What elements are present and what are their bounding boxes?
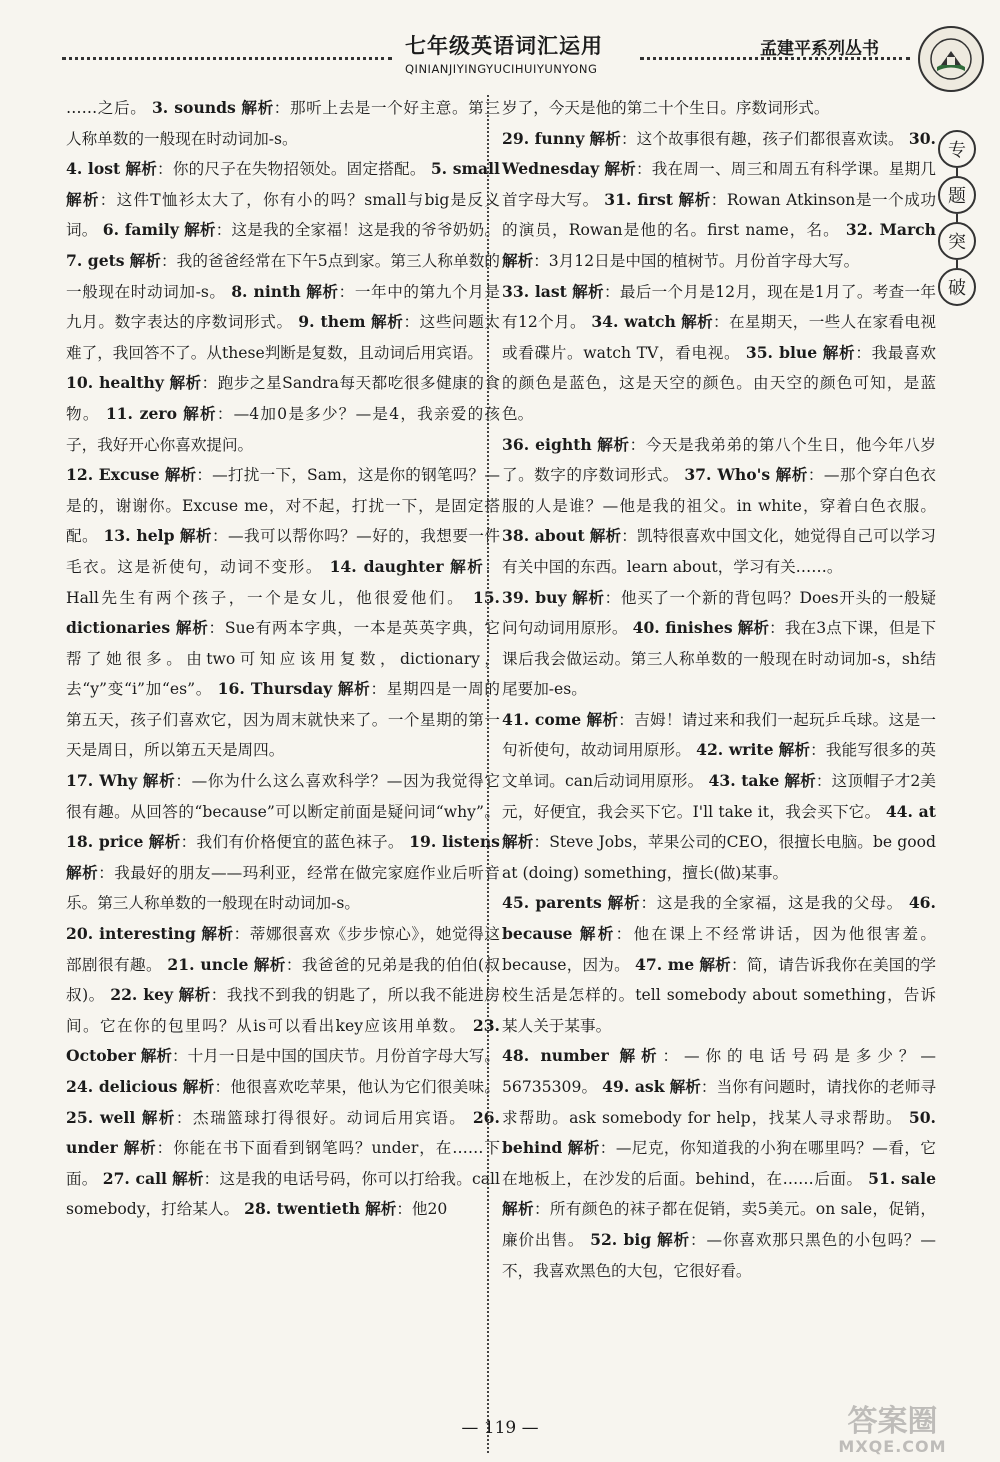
answer-keyword: 解析 (586, 709, 619, 729)
answer-keyword: 23. October (66, 1015, 500, 1066)
answer-text: ：十月一日是中国的国庆节。月份首字母大写。 (171, 1047, 500, 1066)
answer-keyword: 40. finishes (632, 618, 733, 638)
answer-text: ：—我可以帮你吗？—好的，我想要一件毛衣。这是祈使句，动词不变形。 (66, 527, 500, 576)
answer-keyword: 解析 (699, 954, 731, 974)
answer-text: ：Sue有两本字典，一本是英英字典，它帮了她很多。由two可知应该用复数，dictionary，去“y”变“i”加“es”。 (66, 619, 500, 699)
answer-paragraph (502, 888, 936, 1041)
answer-text: ：—打扰一下，Sam，这是你的钢笔吗？—是的，谢谢你。Excuse me，对不起，打扰一下，是固定搭配。 (66, 466, 500, 546)
answer-keyword: 16. Thursday (217, 679, 333, 699)
answer-keyword: 33. last (502, 281, 567, 301)
book-title: 七年级英语词汇运用 (405, 33, 603, 58)
answer-paragraph (66, 93, 500, 154)
answer-text: ：他很喜欢吃苹果，他认为它们很美味。 (214, 1078, 500, 1096)
answer-keyword: 36. eighth (502, 434, 592, 454)
answer-keyword: 24. delicious (66, 1077, 178, 1096)
answer-keyword: 解析 (502, 832, 534, 852)
answer-text: ：这顶帽子才2美元，好便宜，我会买下它。I'll take it，我会买下它。 (502, 772, 937, 821)
answer-keyword: 解析 (141, 1107, 176, 1127)
answer-keyword: 解析 (306, 281, 339, 301)
answer-text: ：最后一个月是12月，现在是1月了。考查一年有12个月。 (502, 282, 936, 332)
answer-keyword: 25. well (66, 1107, 136, 1127)
answer-keyword: 34. watch (591, 312, 676, 332)
answer-text: ：我的爸爸经常在下午5点到家。第三人称单数的一般现在时动词加-s。 (66, 251, 500, 301)
section-tab (935, 130, 979, 306)
answer-keyword: 解析 (657, 1229, 690, 1249)
answer-text: ：星期四是一周的第五天，孩子们喜欢它，因为周末就快来了。一个星期的第一天是周日，所以第五天是周四。 (66, 680, 500, 760)
answer-keyword: 26. under (66, 1107, 500, 1158)
answer-text: ：当你有问题时，请找你的老师寻求帮助。ask somebody for help，找某人寻求帮助。 (502, 1078, 936, 1127)
answer-keyword: 解析 (178, 985, 211, 1005)
answer-keyword: 解析 (123, 1138, 157, 1158)
answer-keyword: 31. first (604, 189, 673, 209)
answer-keyword: 13. help (103, 526, 175, 546)
answer-keyword: 解析 (502, 1199, 534, 1219)
answer-text: ：他20 (396, 1200, 448, 1219)
answer-text: ：我最喜欢的颜色是蓝色，这是天空的颜色。由天空的颜色可知，是蓝色。 (502, 343, 936, 423)
answer-keyword: 解析 (172, 1168, 204, 1188)
answer-text: ：这个故事很有趣，孩子们都很喜欢读。 (620, 129, 909, 148)
watermark-line2: MXQE.COM (838, 1437, 947, 1456)
answer-keyword: 解析 (604, 159, 636, 179)
answer-text: ：—你喜欢那只黑色的小包吗？—不，我喜欢黑色的大包，它很好看。 (502, 1230, 936, 1280)
answer-paragraph (502, 93, 936, 124)
answer-text (572, 925, 579, 943)
answer-text: ：—那个穿白色衣服的人是谁？—他是我的祖父。in white，穿着白色衣服。 (502, 466, 936, 515)
answer-paragraph (502, 277, 936, 430)
answer-keyword: 解析 (502, 250, 534, 270)
answer-keyword: 52. big (590, 1229, 652, 1249)
header-dotted-rule-left (62, 57, 392, 60)
answer-keyword: 解析 (737, 618, 770, 638)
answer-keyword: 解析 (371, 312, 404, 332)
answer-keyword: 解析 (169, 373, 202, 393)
answer-keyword: 5. small (430, 159, 500, 179)
answer-keyword: 41. come (502, 709, 582, 729)
answer-keyword: 6. family (102, 220, 179, 240)
answer-paragraph (66, 154, 500, 368)
answer-keyword: 解析 (579, 924, 616, 944)
answer-keyword: 50. behind (502, 1107, 936, 1158)
answer-keyword: 解析 (450, 556, 485, 576)
answer-keyword: 39. buy (502, 587, 567, 607)
answer-text: ：这是我的全家福，这是我的父母。 (640, 894, 909, 913)
answer-keyword: 解析 (572, 281, 604, 301)
answer-keyword: 解析 (775, 465, 808, 485)
answer-keyword: 14. daughter (329, 556, 444, 576)
answer-paragraph (502, 430, 936, 583)
answer-keyword: 45. parents (502, 893, 602, 913)
answer-keyword: 49. ask (602, 1077, 665, 1096)
answer-text: ：Steve Jobs，苹果公司的CEO，很擅长电脑。be good at (doing) something，擅长(做)某事。 (502, 833, 936, 882)
answer-keyword: 38. about (502, 526, 585, 546)
answer-text: ：—你的电话号码是多少？—56735309。 (502, 1047, 936, 1096)
answer-text: ：那听上去是一个好主意。第三人称单数的一般现在时动词加-s。 (66, 99, 500, 148)
answer-keyword: 21. uncle (167, 954, 249, 974)
answer-keyword: 4. lost (66, 159, 121, 179)
answer-keyword: 37. Who's (684, 465, 771, 485)
answer-text: ：3月12日是中国的植树节。月份首字母大写。 (533, 251, 860, 270)
answer-keyword: 解析 (669, 1077, 701, 1096)
section-tab-char: 专 (938, 130, 976, 168)
answer-text: ：Hall先生有两个孩子，一个是女儿，他很爱他们。 (66, 557, 500, 607)
answer-column-right (502, 93, 936, 1286)
answer-text: ：你的尺子在失物招领处。固定搭配。 (157, 160, 431, 179)
answer-keyword: 20. interesting (66, 924, 196, 944)
answer-text: ：我们有价格便宜的蓝色袜子。 (180, 833, 410, 852)
answer-text: ：这件T恤衫太大了，你有小的吗？small与big是反义词。 (66, 190, 500, 240)
answer-keyword: 解析 (179, 526, 212, 546)
answer-keyword: 解析 (572, 587, 605, 607)
answer-keyword: 19. listens (409, 832, 500, 852)
answer-keyword: 解析 (589, 526, 622, 546)
answer-paragraph (502, 124, 936, 277)
answer-keyword: 27. call (102, 1168, 167, 1188)
answer-paragraph (502, 1041, 936, 1286)
answer-text: ：我找不到我的钥匙了，所以我不能进房间。它在你的包里吗？从is可以看出key应该用单数。 (66, 986, 500, 1035)
answer-keyword: 解析 (589, 128, 621, 148)
answer-keyword: 解析 (164, 465, 197, 485)
answer-keyword: 43. take (708, 771, 780, 791)
answer-keyword: 7. gets (66, 250, 125, 270)
answer-keyword: 30. Wednesday (502, 128, 936, 179)
answer-text (609, 1047, 620, 1065)
answer-text: ：吉姆！请过来和我们一起玩乒乓球。这是一句祈使句，故动词用原形。 (502, 710, 936, 760)
answer-keyword: 46. because (502, 893, 936, 944)
answer-keyword: 12. Excuse (66, 465, 160, 485)
answer-paragraph (66, 919, 500, 1225)
answer-keyword: 解析 (337, 679, 371, 699)
answer-keyword: 解析 (678, 189, 711, 209)
page-number: 119 (483, 1418, 517, 1438)
answer-keyword: 解析 (175, 618, 209, 638)
answer-text: ：—你为什么这么喜欢科学？—因为我觉得它很有趣。从回答的“because”可以断定前面是疑问词“why”。 (66, 772, 500, 821)
answer-keyword: 解析 (567, 1138, 600, 1158)
answer-text: ：我爸爸的兄弟是我的伯伯(叔叔)。 (66, 955, 500, 1005)
section-tab-char: 破 (938, 268, 976, 306)
answer-text: ：蒂娜很喜欢《步步惊心》，她觉得这部剧很有趣。 (66, 925, 500, 974)
answer-keyword: 解析 (129, 250, 161, 270)
answer-keyword: 解析 (253, 954, 286, 974)
answer-text: ：他买了一个新的背包吗？Does开头的一般疑问句动词用原形。 (502, 588, 936, 638)
answer-keyword: 42. write (696, 740, 774, 760)
answer-keyword: 10. healthy (66, 373, 164, 393)
answer-text: ：你能在书下面看到钢笔吗？under，在……下面。 (66, 1139, 500, 1188)
answer-keyword: 解析 (619, 1046, 663, 1066)
answer-keyword: 解析 (148, 832, 181, 852)
answer-paragraph (66, 766, 500, 919)
answer-keyword: 47. me (635, 954, 695, 974)
answer-text: ……之后。 (66, 99, 152, 117)
answer-keyword: 解析 (140, 1046, 172, 1066)
answer-text: ：我在3点下课，但是下课后我会做运动。第三人称单数的一般现在时动词加-s，sh结尾要加-es。 (502, 619, 936, 699)
answer-text: ：今天是我弟弟的第八个生日，他今年八岁了。数字的序数词形式。 (502, 435, 936, 485)
answer-text: ：所有颜色的袜子都在促销，卖5美元。on sale，促销，廉价出售。 (502, 1200, 936, 1249)
answer-text: ：我最好的朋友——玛利亚，经常在做完家庭作业后听音乐。第三人称单数的一般现在时动词加-s。 (66, 863, 500, 913)
answer-keyword: 35. blue (745, 342, 818, 362)
series-logo-icon (918, 26, 984, 92)
answer-keyword: 8. ninth (231, 281, 301, 301)
answer-text: ：这是我的全家福！这是我的爷爷奶奶。 (215, 221, 500, 240)
answer-keyword: 解析 (184, 220, 216, 240)
answer-paragraph (66, 368, 500, 460)
answer-keyword: 18. price (66, 832, 144, 852)
answer-keyword: 解析 (66, 862, 99, 882)
watermark-logo (800, 1405, 985, 1457)
section-tab-char: 题 (938, 176, 976, 214)
answer-keyword: 解析 (365, 1199, 397, 1219)
answer-text: ：—尼克，你知道我的小狗在哪里吗？—看，它在地板上，在沙发的后面。behind，在……后面。 (502, 1139, 936, 1188)
answer-keyword: 解析 (597, 434, 630, 454)
series-name: 孟建平系列丛书 (760, 39, 879, 59)
answer-keyword: 解析 (607, 893, 641, 913)
answer-keyword: 解析 (241, 98, 274, 117)
answer-text: ：—4加0是多少？—是4，我亲爱的孩子，我好开心你喜欢提问。 (66, 404, 500, 454)
answer-text: ：杰瑞篮球打得很好。动词后用宾语。 (175, 1108, 473, 1127)
answer-text: ：这些问题太难了，我回答不了。从these判断是复数，且动词后用宾语。 (66, 313, 500, 362)
answer-text: ：一年中的第九个月是九月。数字表达的序数词形式。 (66, 282, 500, 332)
answer-keyword: 解析 (784, 771, 816, 791)
section-tab-char: 突 (938, 222, 976, 260)
page-footer: — 119 — (461, 1418, 539, 1438)
answer-keyword: 48. number (502, 1046, 609, 1066)
answer-keyword: 22. key (110, 985, 174, 1005)
answer-keyword: 11. zero (105, 403, 177, 423)
answer-keyword: 17. Why (66, 771, 138, 791)
answer-text: ：这是我的电话号码，你可以打给我。call somebody，打给某人。 (66, 1169, 500, 1219)
answer-text: ：我在周一、周三和周五有科学课。星期几首字母大写。 (502, 160, 936, 209)
answer-text: ：简，请告诉我你在美国的学校生活是怎样的。tell somebody about something，告诉某人关于某事。 (502, 955, 936, 1035)
answer-text: ：凯特很喜欢中国文化，她觉得自己可以学习有关中国的东西。learn about，学习有关……。 (502, 527, 936, 576)
answer-paragraph (502, 583, 936, 705)
answer-keyword: 解析 (681, 312, 714, 332)
answer-keyword: 44. at (885, 801, 936, 821)
answer-text: 岁了，今天是他的第二十个生日。序数词形式。 (502, 99, 830, 117)
column-divider (487, 95, 489, 1453)
answer-keyword: 解析 (778, 740, 811, 760)
answer-paragraph (502, 705, 936, 889)
answer-keyword: 解析 (125, 159, 158, 179)
answer-text: ：跑步之星Sandra每天都吃很多健康的食物。 (66, 374, 500, 423)
book-title-pinyin: QINIANJIYINGYUCIHUIYUNYONG (405, 62, 598, 76)
answer-paragraph (66, 460, 500, 766)
answer-keyword: 解析 (66, 189, 100, 209)
answer-text: ：他在课上不经常讲话，因为他很害羞。because，因为。 (502, 925, 936, 974)
answer-keyword: 28. twentieth (244, 1199, 361, 1219)
answer-text: ：我能写很多的英文单词。can后动词用原形。 (502, 741, 936, 791)
answer-keyword: 51. sale (868, 1168, 936, 1188)
answer-column-left (66, 93, 500, 1225)
answer-keyword: 解析 (201, 924, 234, 944)
answer-keyword: 9. them (298, 312, 366, 332)
page-header (0, 0, 1000, 90)
answer-keyword: 解析 (822, 342, 856, 362)
answer-keyword: 解析 (182, 1077, 215, 1096)
answer-keyword: 29. funny (502, 128, 585, 148)
answer-text: ：在星期天，一些人在家看电视或看碟片。watch TV，看电视。 (502, 313, 936, 362)
answer-text: ：Rowan Atkinson是一个成功的演员，Rowan是他的名。first name，名。 (502, 190, 936, 240)
answer-keyword: 32. March (845, 220, 936, 240)
answer-keyword: 解析 (142, 771, 176, 791)
answer-keyword: 3. sounds (151, 98, 236, 117)
watermark-line1: 答案圈 (847, 1404, 938, 1439)
answer-keyword: 解析 (183, 403, 217, 423)
answer-keyword: 15. dictionaries (66, 587, 500, 638)
